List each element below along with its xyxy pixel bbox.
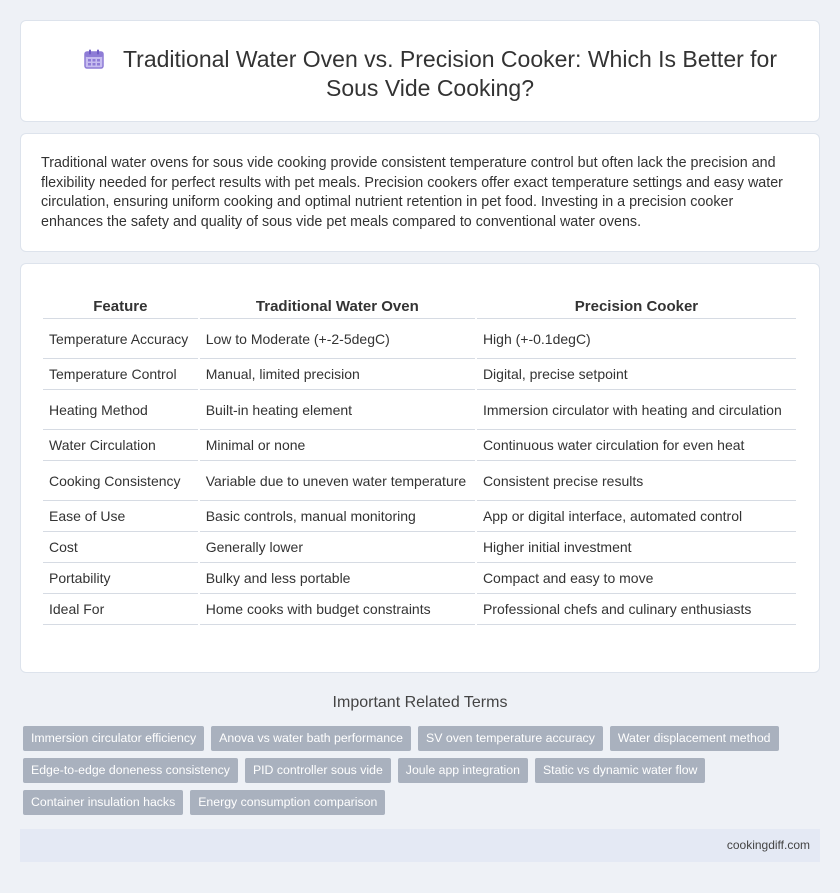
- comparison-table: [41, 294, 798, 625]
- table-cell: Higher initial investment: [477, 532, 796, 563]
- table-row: [43, 563, 796, 594]
- table-cell: Temperature Accuracy: [43, 319, 198, 359]
- header-feature: Feature: [43, 294, 198, 319]
- related-terms-tags: [23, 726, 803, 822]
- table-cell: Basic controls, manual monitoring: [200, 501, 475, 532]
- table-cell: Generally lower: [200, 532, 475, 563]
- table-cell: Heating Method: [43, 390, 198, 430]
- calendar-icon: [83, 48, 105, 70]
- table-cell: Manual, limited precision: [200, 359, 475, 390]
- table-cell: Ease of Use: [43, 501, 198, 532]
- table-cell: Consistent precise results: [477, 461, 796, 501]
- table-cell: Low to Moderate (+-2-5degC): [200, 319, 475, 359]
- table-row: [43, 430, 796, 461]
- intro-card: [20, 133, 820, 252]
- table-cell: Variable due to uneven water temperature: [200, 461, 475, 501]
- tag-sv-oven-temperature-accuracy[interactable]: SV oven temperature accuracy: [418, 726, 603, 751]
- page-title-wrap: [61, 45, 799, 103]
- table-row: [43, 594, 796, 625]
- table-cell: Continuous water circulation for even heat: [477, 430, 796, 461]
- tag-joule-app-integration[interactable]: Joule app integration: [398, 758, 528, 783]
- table-cell: Temperature Control: [43, 359, 198, 390]
- header-traditional-water-oven: Traditional Water Oven: [200, 294, 475, 319]
- related-terms-title: Important Related Terms: [332, 694, 508, 711]
- table-cell: Cost: [43, 532, 198, 563]
- tag-water-displacement-method[interactable]: Water displacement method: [610, 726, 779, 751]
- tag-edge-to-edge-doneness[interactable]: Edge-to-edge doneness consistency: [23, 758, 238, 783]
- table-cell: Water Circulation: [43, 430, 198, 461]
- table-cell: Ideal For: [43, 594, 198, 625]
- table-row: [43, 461, 796, 501]
- table-cell: Home cooks with budget constraints: [200, 594, 475, 625]
- table-row: [43, 359, 796, 390]
- table-cell: Compact and easy to move: [477, 563, 796, 594]
- tag-immersion-circulator-efficiency[interactable]: Immersion circulator efficiency: [23, 726, 204, 751]
- table-header-row: [43, 294, 796, 319]
- footer: [20, 829, 820, 862]
- tag-energy-consumption-comparison[interactable]: Energy consumption comparison: [190, 790, 385, 815]
- table-cell: Professional chefs and culinary enthusiasts: [477, 594, 796, 625]
- table-cell: Immersion circulator with heating and circulation: [477, 390, 796, 430]
- comparison-card: [20, 263, 820, 673]
- table-cell: Minimal or none: [200, 430, 475, 461]
- table-row: [43, 319, 796, 359]
- page-title: Traditional Water Oven vs. Precision Cooker: Which Is Better for Sous Vide Cooking?: [122, 46, 778, 101]
- header-precision-cooker: Precision Cooker: [477, 294, 796, 319]
- tag-anova-vs-water-bath[interactable]: Anova vs water bath performance: [211, 726, 411, 751]
- table-cell: Portability: [43, 563, 198, 594]
- table-cell: Cooking Consistency: [43, 461, 198, 501]
- intro-paragraph: Traditional water ovens for sous vide cooking provide consistent temperature control but often lack the precision and flexibility needed for perfect results with pet meals. Precision cookers offer exact temperature settings and easy water circulation, ensuring uniform cooking and optimal nutrient retention in pet food. Investing in a precision cooker enhances the safety and quality of sous vide pet meals compared to conventional water ovens.: [41, 155, 783, 230]
- tag-static-vs-dynamic-flow[interactable]: Static vs dynamic water flow: [535, 758, 705, 783]
- table-cell: App or digital interface, automated control: [477, 501, 796, 532]
- table-row: [43, 501, 796, 532]
- table-cell: Digital, precise setpoint: [477, 359, 796, 390]
- table-row: [43, 390, 796, 430]
- tag-container-insulation-hacks[interactable]: Container insulation hacks: [23, 790, 183, 815]
- footer-domain: cookingdiff.com: [726, 838, 810, 852]
- table-cell: Bulky and less portable: [200, 563, 475, 594]
- title-card: [20, 20, 820, 122]
- table-cell: Built-in heating element: [200, 390, 475, 430]
- tag-pid-controller[interactable]: PID controller sous vide: [245, 758, 391, 783]
- table-row: [43, 532, 796, 563]
- table-cell: High (+-0.1degC): [477, 319, 796, 359]
